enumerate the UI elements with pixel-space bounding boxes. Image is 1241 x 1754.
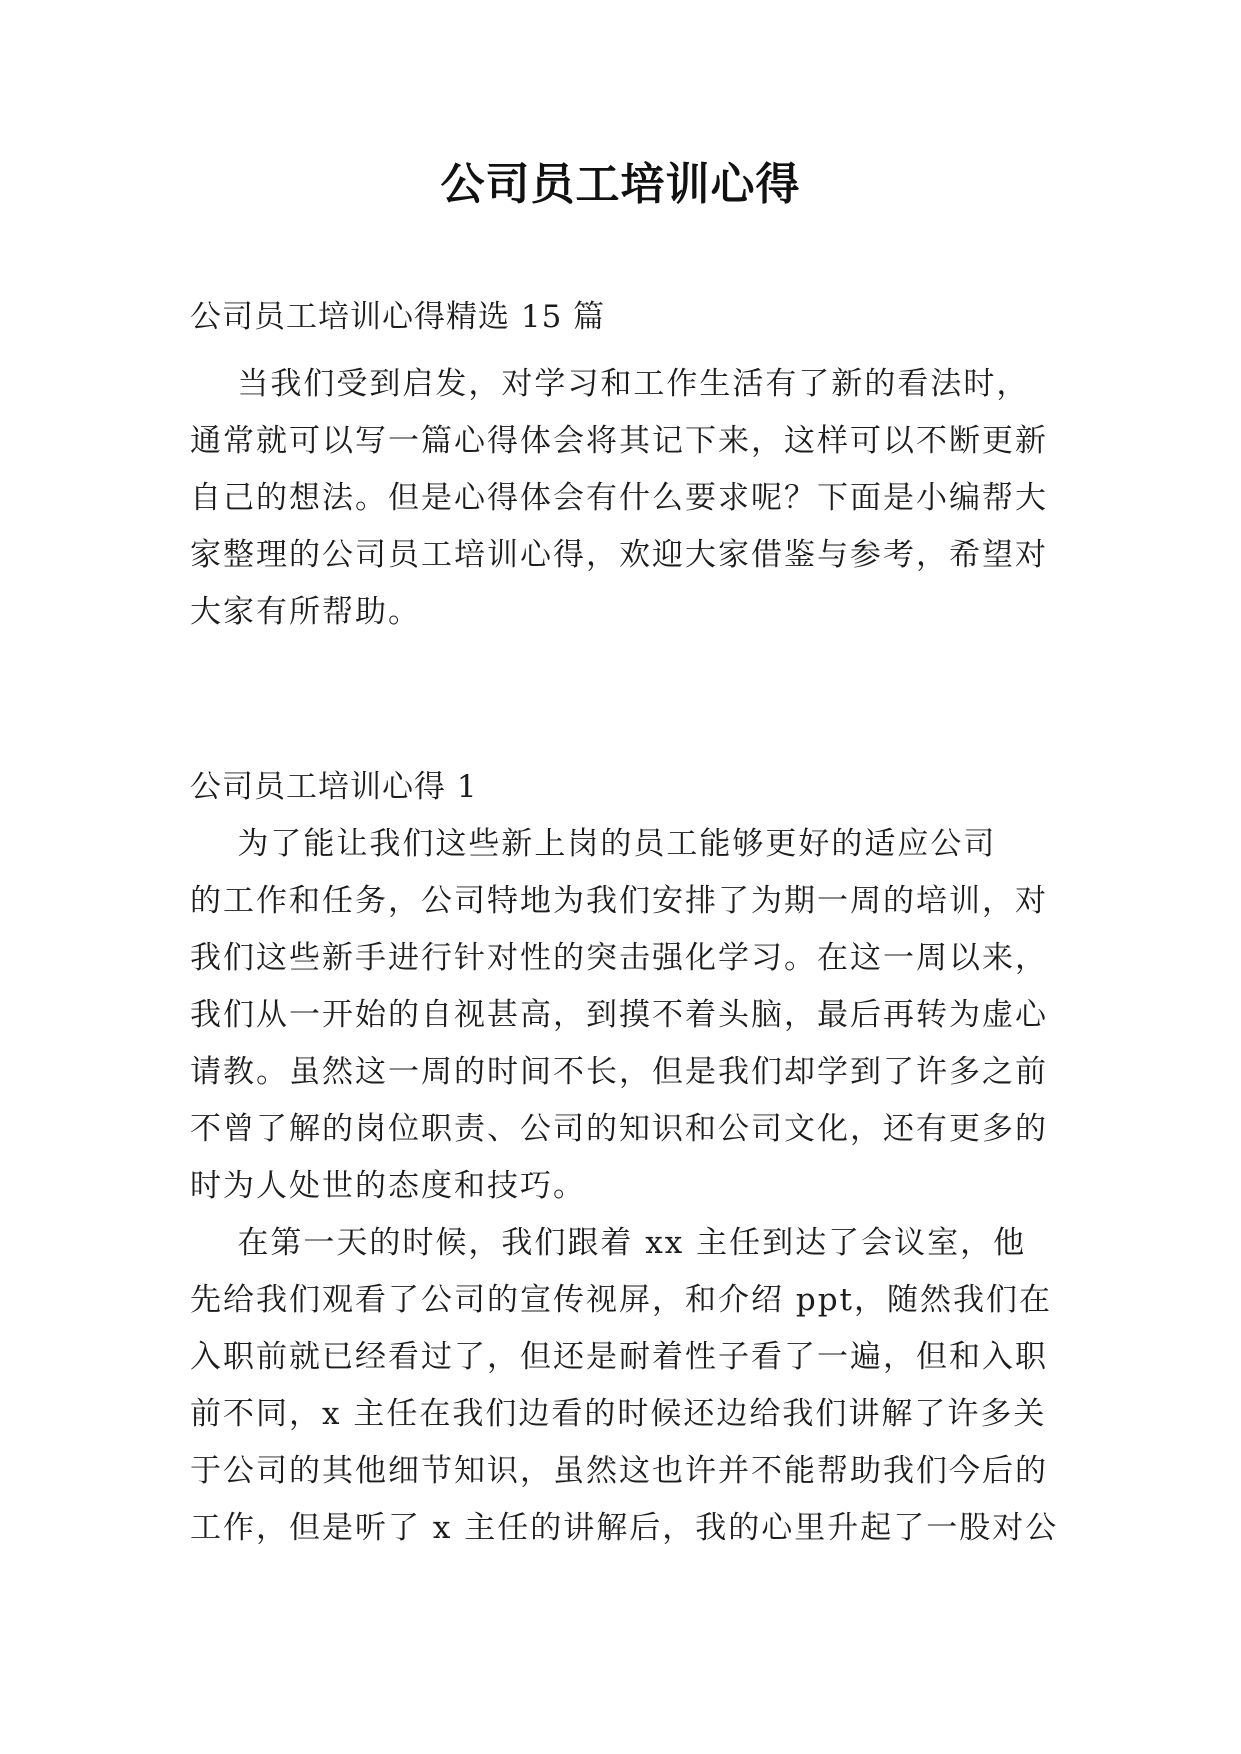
intro-line: 自己的想法。但是心得体会有什么要求呢？下面是小编帮大	[190, 480, 1048, 516]
body-line: 我们这些新手进行针对性的突击强化学习。在这一周以来，	[190, 940, 1048, 976]
document-title: 公司员工培训心得	[440, 159, 801, 210]
body-line: 先给我们观看了公司的宣传视屏，和介绍 ppt，随然我们在	[190, 1282, 1052, 1318]
intro-line: 大家有所帮助。	[190, 594, 421, 630]
body-line: 我们从一开始的自视甚高，到摸不着头脑，最后再转为虚心	[190, 997, 1048, 1033]
intro-line: 通常就可以写一篇心得体会将其记下来，这样可以不断更新	[190, 423, 1048, 459]
intro-line: 家整理的公司员工培训心得，欢迎大家借鉴与参考，希望对	[190, 537, 1048, 573]
body-line: 的工作和任务，公司特地为我们安排了为期一周的培训，对	[190, 883, 1048, 919]
body-line: 入职前就已经看过了，但还是耐着性子看了一遍，但和入职	[190, 1339, 1048, 1375]
body-line: 为了能让我们这些新上岗的员工能够更好的适应公司	[190, 826, 997, 862]
body-line: 时为人处世的态度和技巧。	[190, 1168, 586, 1204]
body-line: 不曾了解的岗位职责、公司的知识和公司文化，还有更多的	[190, 1111, 1048, 1147]
body-line: 在第一天的时候，我们跟着 xx 主任到达了会议室，他	[190, 1225, 1027, 1261]
document-subtitle: 公司员工培训心得精选 15 篇	[190, 299, 606, 335]
body-line: 请教。虽然这一周的时间不长，但是我们却学到了许多之前	[190, 1054, 1048, 1090]
body-line: 工作，但是听了 x 主任的讲解后，我的心里升起了一股对公	[190, 1510, 1059, 1546]
body-line: 于公司的其他细节知识，虽然这也许并不能帮助我们今后的	[190, 1453, 1048, 1489]
body-line: 前不同，x 主任在我们边看的时候还边给我们讲解了许多关	[190, 1396, 1047, 1432]
section-heading: 公司员工培训心得 1	[190, 769, 478, 805]
intro-line: 当我们受到启发，对学习和工作生活有了新的看法时，	[190, 366, 1030, 402]
